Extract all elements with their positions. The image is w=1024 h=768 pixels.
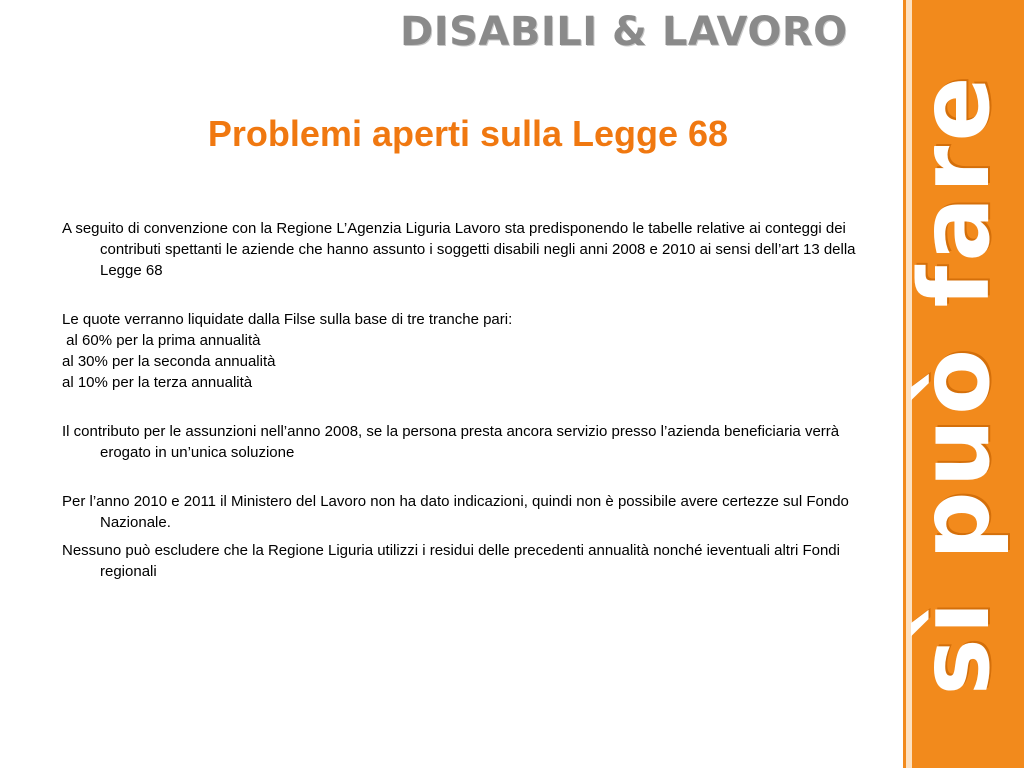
paragraph-quote: Le quote verranno liquidate dalla Filse sulla base di tre tranche pari:: [62, 311, 513, 328]
paragraph-convenzione: A seguito di convenzione con la Regione L’Agenzia Liguria Lavoro sta predisponendo le tabelle relative ai conteggi dei contributi spettanti le aziende che hanno assunto i soggetti disabili negli anni 2008 e 2010 ai sensi dell’art 13 della Legge 68: [62, 220, 856, 279]
side-slogan: sì può fare: [899, 72, 1011, 696]
list-item-60: al 60% per la prima annualità: [62, 332, 261, 349]
list-item-30: al 30% per la seconda annualità: [62, 353, 276, 370]
paragraph-ministero: Per l’anno 2010 e 2011 il Ministero del Lavoro non ha dato indicazioni, quindi non è possibile avere certezze sul Fondo Nazionale.: [62, 493, 849, 531]
paragraph-contributo-2008: Il contributo per le assunzioni nell’anno 2008, se la persona presta ancora servizio presso l’azienda beneficiaria verrà erogato in un’unica soluzione: [62, 423, 840, 461]
brand-title: DISABILI & LAVORO: [400, 9, 848, 55]
list-item-10: al 10% per la terza annualità: [62, 374, 253, 391]
paragraph-regione: Nessuno può escludere che la Regione Liguria utilizzi i residui delle precedenti annualità nonché ieventuali altri Fondi regionali: [62, 542, 840, 580]
body-text: [62, 218, 884, 582]
page-title: Problemi aperti sulla Legge 68: [207, 113, 729, 154]
